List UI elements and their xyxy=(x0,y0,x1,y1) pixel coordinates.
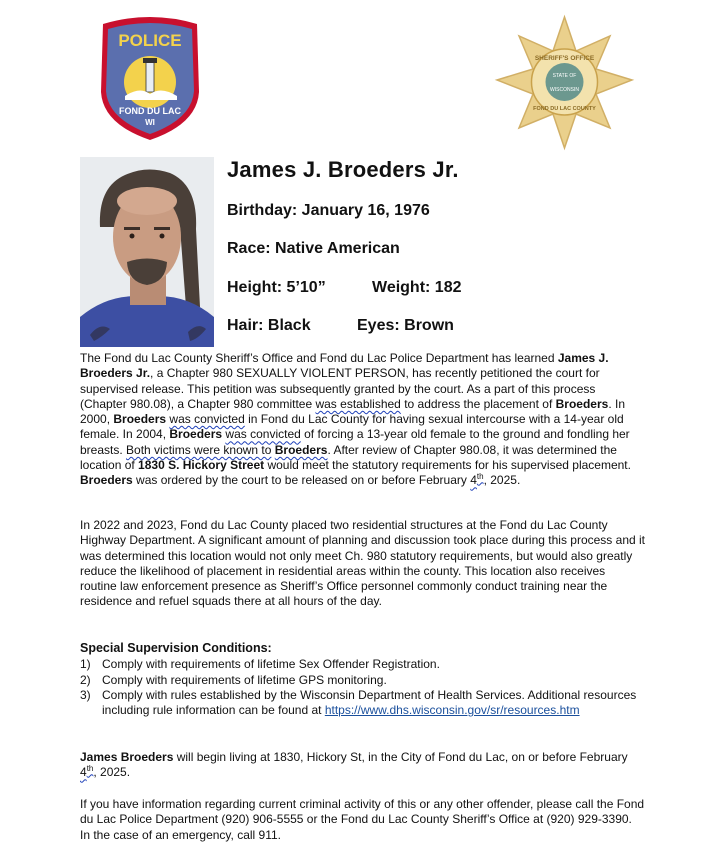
police-patch-top-text: POLICE xyxy=(118,31,182,50)
star-center-bottom-text: WISCONSIN xyxy=(550,87,579,93)
offender-eyes: Eyes: Brown xyxy=(357,317,454,334)
offender-race: Race: Native American xyxy=(227,240,400,257)
list-item: 2) Comply with requirements of lifetime GPS monitoring. xyxy=(80,672,387,687)
list-item: 1) Comply with requirements of lifetime Sex Offender Registration. xyxy=(80,657,440,672)
offender-weight: Weight: 182 xyxy=(372,279,462,296)
police-patch-city-text: FOND DU LAC xyxy=(119,106,181,116)
contact-paragraph: If you have information regarding current criminal activity of this or any other offender, please call the Fond du Lac Police Department (920) 906-5555 or the Fond du Lac County Sheriff’s Office at (920) 929-3390. In the case of an emergency, call 911. xyxy=(80,797,645,842)
placement-paragraph: In 2022 and 2023, Fond du Lac County placed two residential structures at the Fond du Lac County Highway Department. A significant amount of planning and discussion took place during this process and it was determined this location would not only meet Ch. 980 statutory requirements, but would also greatly reduce the likelihood of placement in residential areas within the county. This location also receives routine law enforcement presence as Sheriff’s Office personnel commonly conduct training near the residence and refuel squads there at all hours of the day. xyxy=(80,518,645,609)
police-patch-state-text: WI xyxy=(145,118,155,127)
residence-paragraph: James Broeders will begin living at 1830, Hickory St, in the City of Fond du Lac, on or before February 4th, 2025. xyxy=(80,750,628,780)
notification-paragraph: The Fond du Lac County Sheriff’s Office and Fond du Lac Police Department has learned James J. Broeders Jr., a Chapter 980 SEXUALLY VIOLENT PERSON, has recently petitioned the court for supervised release. This petition was subsequently granted by the court. As a part of this process (Chapter 980.08), a Chapter 980 committee was established to address the placement of Broeders. In 2000, Broeders was convicted in Fond du Lac County for having sexual intercourse with a 14-year old female. In 2004, Broeders was convicted of forcing a 13-year old female to the ground and fondling her breasts. Both victims were known to Broeders. After review of Chapter 980.08, it was determined the location of 1830 S. Hickory Street would meet the statutory requirements for his supervised placement. Broeders was ordered by the court to be released on or before February 4th, 2025. xyxy=(80,351,631,488)
list-item: 3) Comply with rules established by the Wisconsin Department of Health Services. Additional resources including rule information can be found at https://www.dhs.wisconsin.gov/sr/resources.htm xyxy=(80,687,637,718)
dhs-resources-link[interactable]: https://www.dhs.wisconsin.gov/sr/resources.htm xyxy=(324,703,580,718)
star-ring-bottom-text: FOND DU LAC COUNTY xyxy=(533,106,596,112)
offender-hair: Hair: Black xyxy=(227,317,311,334)
star-ring-top-text: SHERIFF'S OFFICE xyxy=(534,55,595,62)
police-patch-logo xyxy=(95,14,205,142)
sheriff-star-logo xyxy=(492,14,637,154)
offender-height: Height: 5’10” xyxy=(227,279,326,296)
conditions-title: Special Supervision Conditions: xyxy=(80,641,272,655)
supervision-conditions xyxy=(80,641,660,718)
offender-name: James J. Broeders Jr. xyxy=(227,157,459,182)
star-center-top-text: STATE OF xyxy=(552,73,577,79)
offender-birthday: Birthday: January 16, 1976 xyxy=(227,202,430,219)
offender-photo xyxy=(80,157,214,347)
